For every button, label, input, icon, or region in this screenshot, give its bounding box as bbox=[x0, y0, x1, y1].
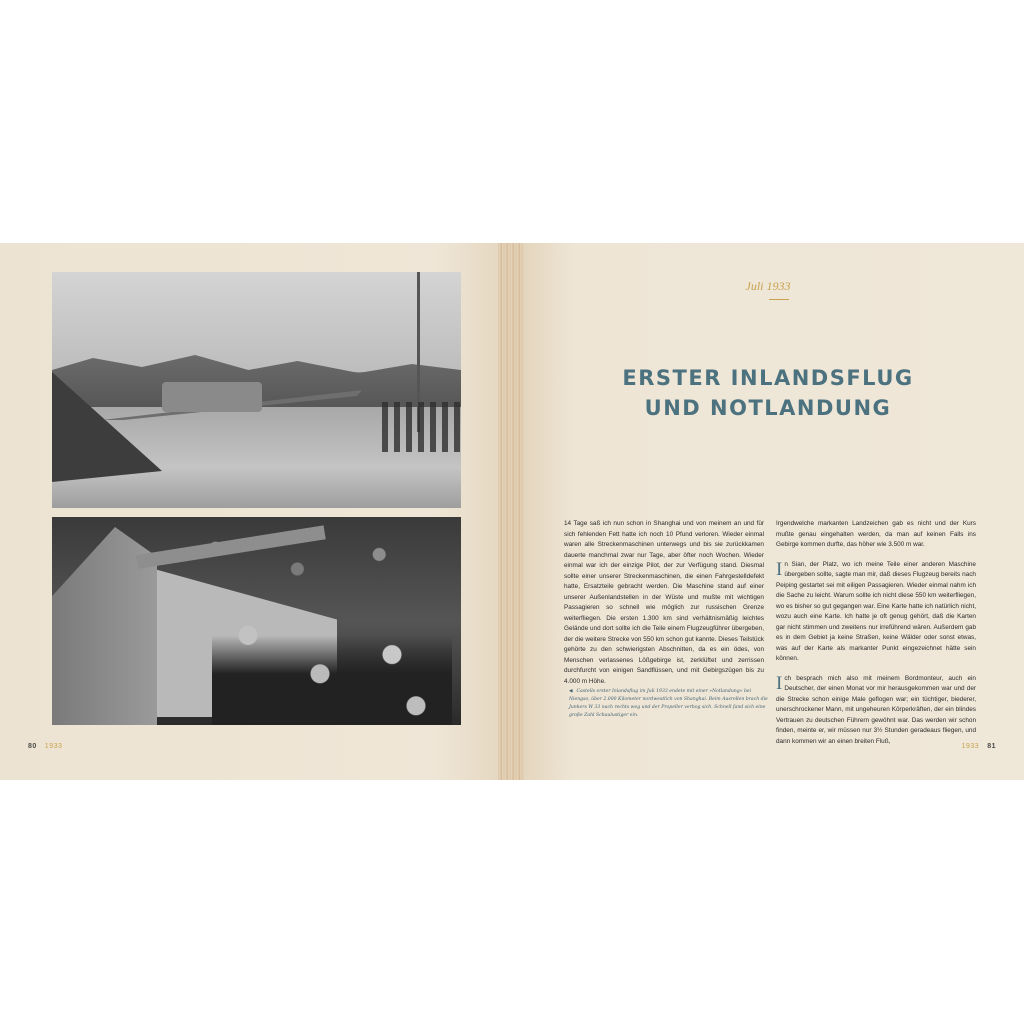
airfield-photo bbox=[52, 272, 461, 508]
photo-caption bbox=[569, 688, 769, 720]
kicker-rule bbox=[769, 299, 789, 300]
right-page-number: 81 bbox=[987, 743, 996, 750]
body-paragraph-1: 14 Tage saß ich nun schon in Shanghai und von meinem an und für sich fehlenden Fett hatte ich noch 10 Pfund verloren. Wieder einmal waren alle Streckenmaschinen unterwegs und bis sie zurückkamen dauerte manchmal zwar nur Tage, aber öfter noch Wochen. Wieder einmal war ich der einzige Pilot, der zur Verfügung stand. Diesmal sollte einer unserer Streckenmaschinen, die einen Fahrgestelldefekt hatte, Ersatzteile gebracht werden. Die Maschine stand auf einer unserer Außenlandstellen in der Wüste und mußte mit wichtigen Passagieren so schnell wie möglich zur russischen Grenze weiterfliegen. Die ersten 1.300 km sind verhältnismäßig leichtes Gelände und dort sollte ich die Teile einem Flugzeugführer übergeben, der die weitere Strecke von 550 km schon gut kannte. Dieses Teilstück gehörte zu den schwierigsten Abschnitten, da es ein ödes, von Menschen verlassenes Lößgebirge ist, zerklüftet und zerrissen durchfurcht von einigen Sandflüssen, und mit Gebirgszügen bis zu 4.000 m Höhe. bbox=[564, 520, 764, 685]
body-paragraph-2: Irgendwelche markanten Landzeichen gab es nicht und der Kurs mußte genau eingehalten werden, da man auf keinen Falls ins Gebirge kommen durfte, das höher wie 3.500 m war. bbox=[776, 520, 976, 548]
right-section: 1933 bbox=[961, 743, 980, 750]
right-page bbox=[512, 243, 1024, 780]
body-paragraph-4 bbox=[776, 674, 976, 748]
book-gutter bbox=[498, 243, 524, 780]
left-page-number: 80 bbox=[28, 743, 37, 750]
paragraph-3-text: n Sian, der Platz, wo ich meine Teile einer anderen Maschine übergeben sollte, sagte man mir, daß dieses Flugzeug bereits nach Peiping gestartet sei mit eiligen Passagieren. Wieder einmal nahm ich die Sache zu leicht. Warum sollte ich nicht diese 550 km weiterfliegen, wo es bisher so gut gegangen war. Eine Karte hatte ich natürlich nicht, wozu auch eine Karte. Ich hatte je oft genug gehört, daß die Karten gar nicht stimmen und zweitens nur irreführend wären. Außerdem gab es in dem Gebiet ja keine Straßen, keine Wälder oder sonst etwas, was auf der Karte als markanter Punkt eingezeichnet hätte sein können. bbox=[776, 560, 976, 662]
right-folio bbox=[962, 743, 996, 750]
paragraph-4-text: ch besprach mich also mit meinem Bordmonteur, auch ein Deutscher, der einen Monat vor mir herausgekommen war und der die Strecke schon einige Male geflogen war; ein tüchtiger, biederer, unerschrockener Mann, mit ungeheuren Körperkräften, der ein blindes Vertrauen zu deutschen Führern gewöhnt war. Das werden wir schon finden, meinte er, wir müssen nur 3½ Stunden geradeaus fliegen, und dann kommen wir an einen breiten Fluß, bbox=[776, 674, 976, 745]
left-page bbox=[0, 243, 512, 780]
body-column-1 bbox=[564, 519, 764, 696]
crowd-photo bbox=[52, 517, 461, 725]
dropcap: I bbox=[776, 672, 783, 694]
book-spread bbox=[0, 243, 1024, 780]
kicker-date: Juli 1933 bbox=[745, 279, 791, 293]
body-column-2 bbox=[776, 519, 976, 756]
body-paragraph-3 bbox=[776, 560, 976, 665]
left-section: 1933 bbox=[44, 743, 63, 750]
dropcap: I bbox=[776, 558, 783, 580]
caption-text: Castells erster Inlandsflug im Juli 1933 endete mit einer »Notlandung« bei Niengso, über 2.000 Kilometer nordwestlich von Shanghai. Beim Ausrollen brach die Junkers W 33 nach rechts weg und der Propeller verbog sich. Schnell fand sich eine große Zahl Schaulustiger ein. bbox=[569, 689, 768, 718]
headline-line-1: ERSTER INLANDSFLUG bbox=[622, 366, 914, 390]
left-folio bbox=[28, 743, 62, 750]
headline-line-2: UND NOTLANDUNG bbox=[644, 396, 892, 420]
headline bbox=[512, 363, 1024, 423]
caption-arrow-icon: ◀ bbox=[569, 689, 573, 694]
